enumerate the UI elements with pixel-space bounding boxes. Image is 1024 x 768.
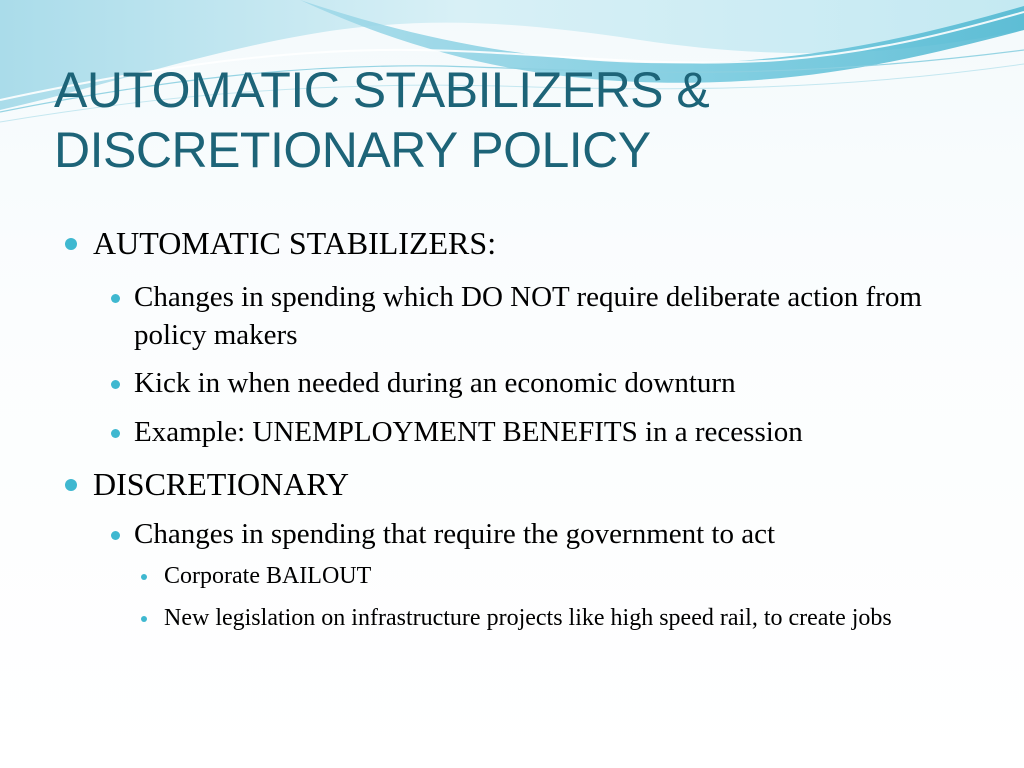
list-item: [60, 601, 990, 635]
bullet-icon: [141, 574, 147, 580]
bullet-icon: [65, 238, 77, 250]
list-item-text: Changes in spending which DO NOT require deliberate action from policy makers: [134, 281, 922, 351]
list-item-text: Example: UNEMPLOYMENT BENEFITS in a recession: [134, 416, 803, 448]
bullet-icon: [111, 429, 120, 438]
bullet-icon: [111, 380, 120, 389]
list-item-text: Corporate BAILOUT: [164, 563, 372, 589]
bullet-icon: [111, 294, 120, 303]
list-item: [60, 463, 990, 505]
slide-title-line-2: DISCRETIONARY POLICY: [54, 122, 651, 178]
bullet-icon: [111, 531, 120, 540]
list-item: [60, 559, 990, 593]
list-item: [60, 515, 990, 553]
list-item-text: DISCRETIONARY: [93, 466, 350, 502]
slide-title-line-1: AUTOMATIC STABILIZERS &: [54, 62, 710, 118]
list-item-text: Changes in spending that require the government to act: [134, 518, 776, 550]
bullet-icon: [65, 479, 77, 491]
list-item: [60, 222, 990, 264]
list-item-text: New legislation on infrastructure projects like high speed rail, to create jobs: [164, 605, 892, 631]
list-item: [60, 278, 990, 354]
list-item: [60, 364, 990, 402]
slide-title: [54, 60, 954, 180]
list-item-text: AUTOMATIC STABILIZERS:: [93, 225, 497, 261]
list-item: [60, 413, 990, 451]
bullet-list: [60, 222, 990, 635]
bullet-icon: [141, 616, 147, 622]
list-item-text: Kick in when needed during an economic downturn: [134, 367, 736, 399]
